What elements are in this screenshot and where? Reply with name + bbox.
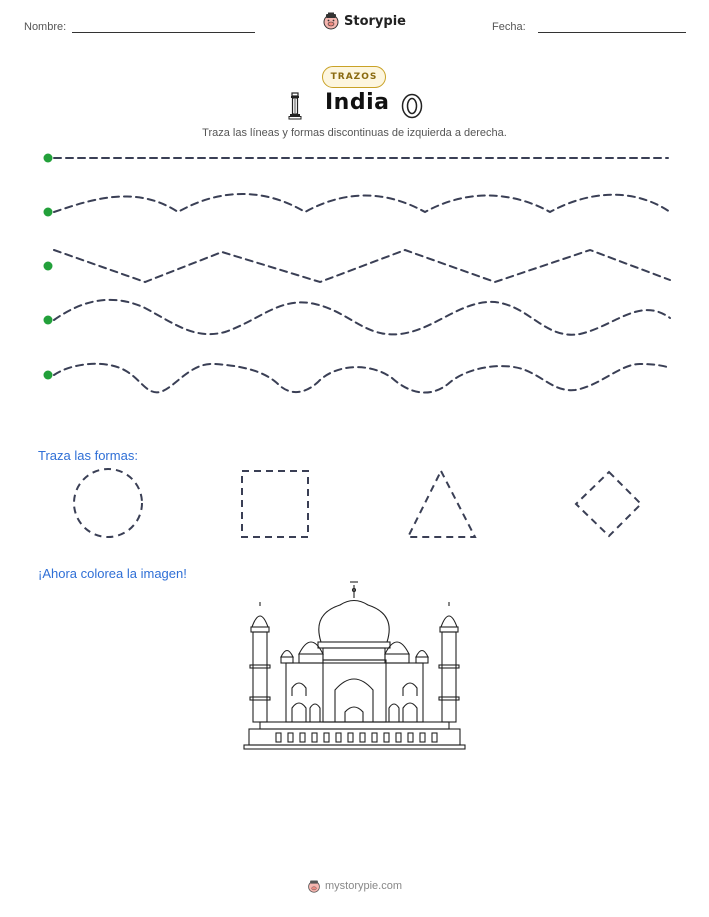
trace-shape-triangle xyxy=(408,471,475,537)
trace-line-gentle-wave xyxy=(54,194,670,212)
shapes-heading: Traza las formas: xyxy=(38,448,138,463)
start-dot xyxy=(44,316,53,325)
brand-logo xyxy=(322,12,406,30)
instructions: Traza las líneas y formas discontinuas de izquierda a derecha. xyxy=(202,127,507,139)
start-dot xyxy=(44,371,53,380)
coloring-heading: ¡Ahora colorea la imagen! xyxy=(38,566,187,581)
brand-name: Storypie xyxy=(344,13,406,29)
name-field-line[interactable] xyxy=(72,32,255,33)
pig-logo-icon xyxy=(322,12,340,30)
trace-line-wave xyxy=(54,300,670,335)
footer-url[interactable]: mystorypie.com xyxy=(324,880,403,892)
tracing-shapes xyxy=(0,460,709,550)
title-row xyxy=(0,90,709,124)
footer xyxy=(0,879,709,893)
taj-mahal-illustration xyxy=(240,575,470,753)
pig-logo-icon xyxy=(307,879,321,893)
category-badge: TRAZOS xyxy=(322,66,386,88)
page-title: India xyxy=(325,90,390,115)
trace-shape-circle xyxy=(74,469,142,537)
zero-icon xyxy=(401,93,423,119)
name-label: Nombre: xyxy=(24,21,67,33)
pillar-icon xyxy=(288,92,302,120)
date-field-line[interactable] xyxy=(538,32,686,33)
start-dot xyxy=(44,262,53,271)
start-dot xyxy=(44,208,53,217)
start-dot xyxy=(44,154,53,163)
trace-shape-square xyxy=(242,471,308,537)
tracing-lines xyxy=(0,140,709,400)
date-label: Fecha: xyxy=(492,21,526,33)
trace-line-bumpy-wave xyxy=(54,364,670,393)
trace-shape-diamond xyxy=(576,472,641,536)
trace-line-zigzag xyxy=(54,250,670,282)
